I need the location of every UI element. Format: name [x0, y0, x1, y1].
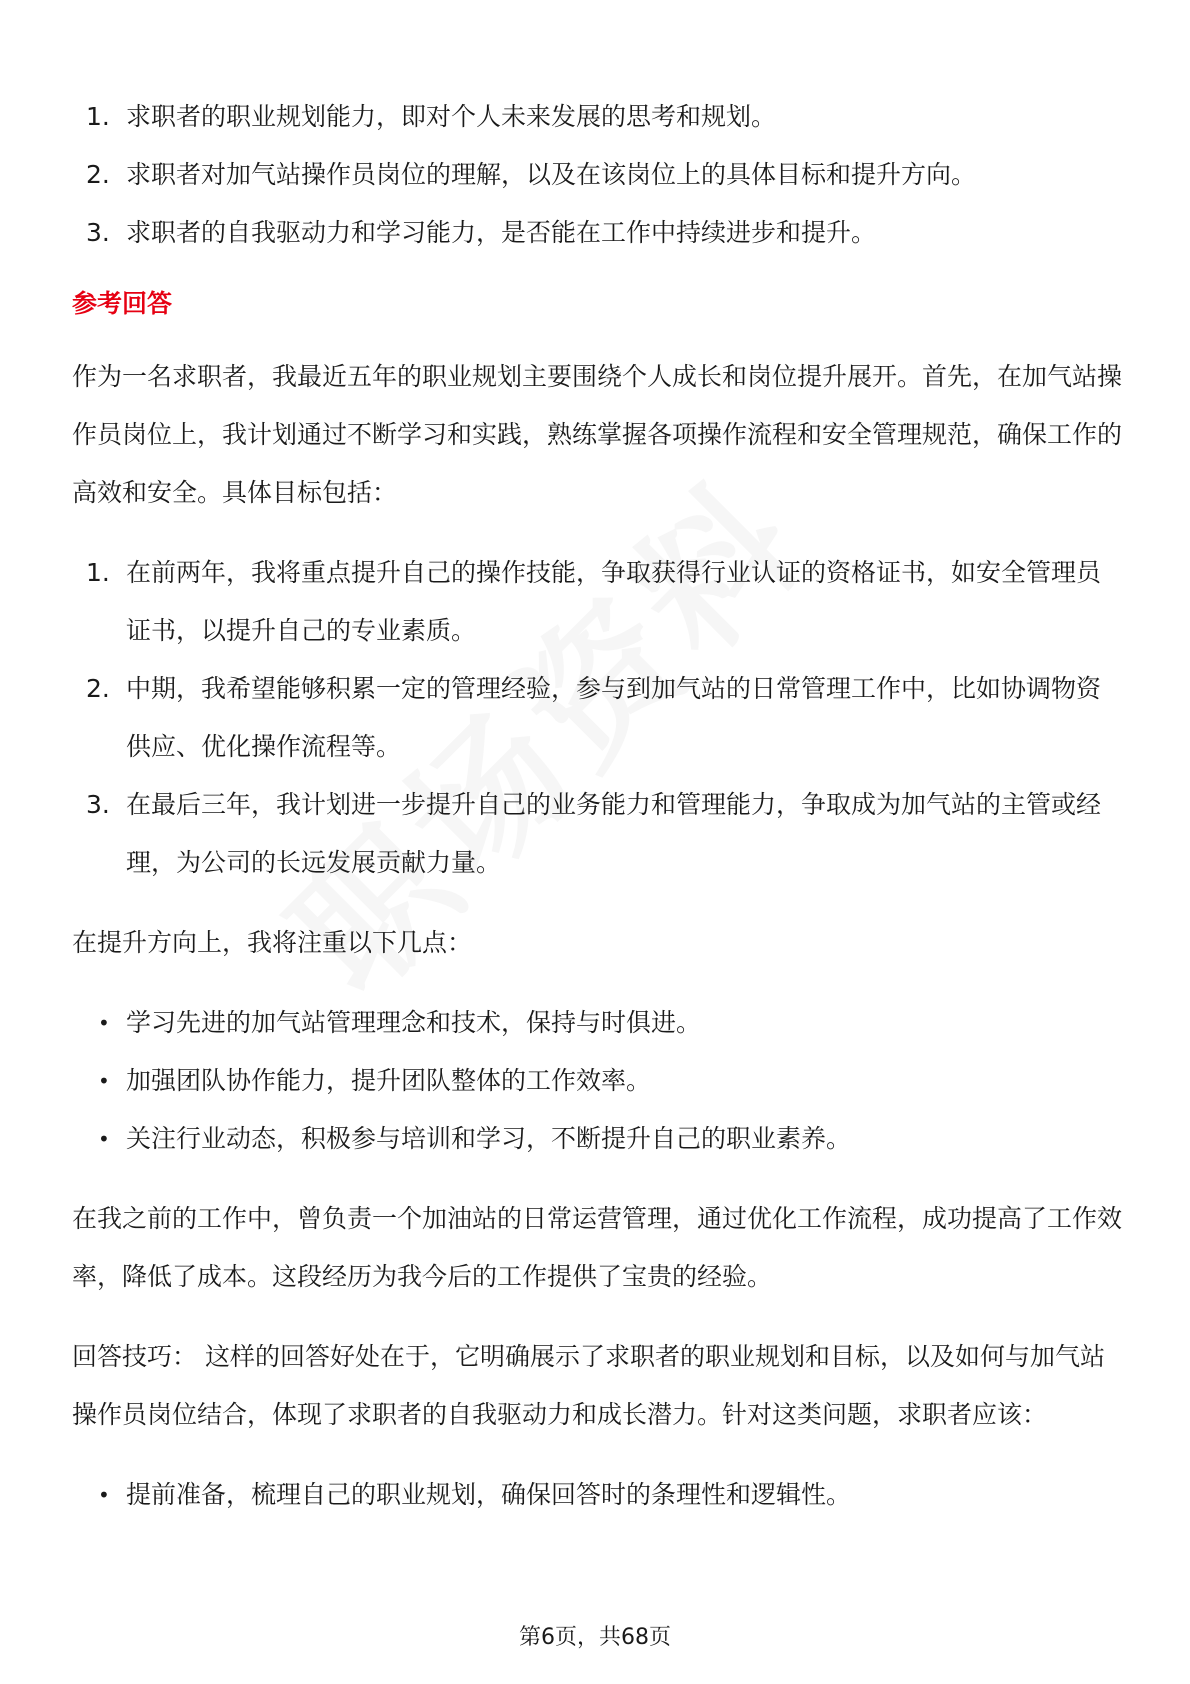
list-number: 2. [86, 674, 110, 703]
bullet-icon: • [98, 1069, 110, 1093]
list-item [72, 994, 1122, 1052]
page-number: 第6页，共68页 [519, 1625, 671, 1650]
list-item [72, 1466, 1122, 1524]
experience-paragraph: 在我之前的工作中，曾负责一个加油站的日常运营管理，通过优化工作流程，成功提高了工作效率，降低了成本。这段经历为我今后的工作提供了宝贵的经验。 [72, 1204, 1123, 1291]
answer-paragraph: 作为一名求职者，我最近五年的职业规划主要围绕个人成长和岗位提升展开。首先，在加气站操作员岗位上，我计划通过不断学习和实践，熟练掌握各项操作流程和安全管理规范，确保工作的高效和安全。具体目标包括： [72, 362, 1123, 507]
list-item [72, 1052, 1122, 1110]
list-item-text: 学习先进的加气站管理理念和技术，保持与时俱进。 [126, 1008, 702, 1037]
criteria-list [72, 88, 1122, 262]
list-item [72, 776, 1122, 892]
bullet-icon: • [98, 1483, 110, 1507]
list-number: 1. [86, 558, 110, 587]
list-item-text: 求职者的职业规划能力，即对个人未来发展的思考和规划。 [126, 102, 777, 131]
list-item-text: 在最后三年，我计划进一步提升自己的业务能力和管理能力，争取成为加气站的主管或经理，为公司的长远发展贡献力量。 [126, 790, 1102, 877]
list-item-text: 在前两年，我将重点提升自己的操作技能，争取获得行业认证的资格证书，如安全管理员证书，以提升自己的专业素质。 [126, 558, 1102, 645]
list-item [72, 204, 1122, 262]
list-item-text: 关注行业动态，积极参与培训和学习，不断提升自己的职业素养。 [126, 1124, 852, 1153]
list-item-text: 加强团队协作能力，提升团队整体的工作效率。 [126, 1066, 652, 1095]
document-content [72, 88, 1122, 1524]
list-number: 3. [86, 218, 110, 247]
list-number: 1. [86, 102, 110, 131]
list-item [72, 1110, 1122, 1168]
list-item [72, 544, 1122, 660]
list-item-text: 中期，我希望能够积累一定的管理经验，参与到加气站的日常管理工作中，比如协调物资供应、优化操作流程等。 [126, 674, 1102, 761]
list-item [72, 88, 1122, 146]
list-item [72, 660, 1122, 776]
goals-list [72, 544, 1122, 892]
list-item-text: 求职者的自我驱动力和学习能力，是否能在工作中持续进步和提升。 [126, 218, 877, 247]
direction-list [72, 994, 1122, 1168]
bullet-icon: • [98, 1127, 110, 1151]
tips-paragraph: 回答技巧： 这样的回答好处在于，它明确展示了求职者的职业规划和目标，以及如何与加气站操作员岗位结合，体现了求职者的自我驱动力和成长潜力。针对这类问题，求职者应该： [72, 1342, 1105, 1429]
list-number: 3. [86, 790, 110, 819]
direction-intro-paragraph: 在提升方向上，我将注重以下几点： [72, 928, 473, 957]
list-item-text: 求职者对加气站操作员岗位的理解，以及在该岗位上的具体目标和提升方向。 [126, 160, 977, 189]
section-heading: 参考回答 [72, 289, 173, 318]
tips-list [72, 1466, 1122, 1524]
list-item-text: 提前准备，梳理自己的职业规划，确保回答时的条理性和逻辑性。 [126, 1480, 852, 1509]
list-item [72, 146, 1122, 204]
list-number: 2. [86, 160, 110, 189]
bullet-icon: • [98, 1011, 110, 1035]
